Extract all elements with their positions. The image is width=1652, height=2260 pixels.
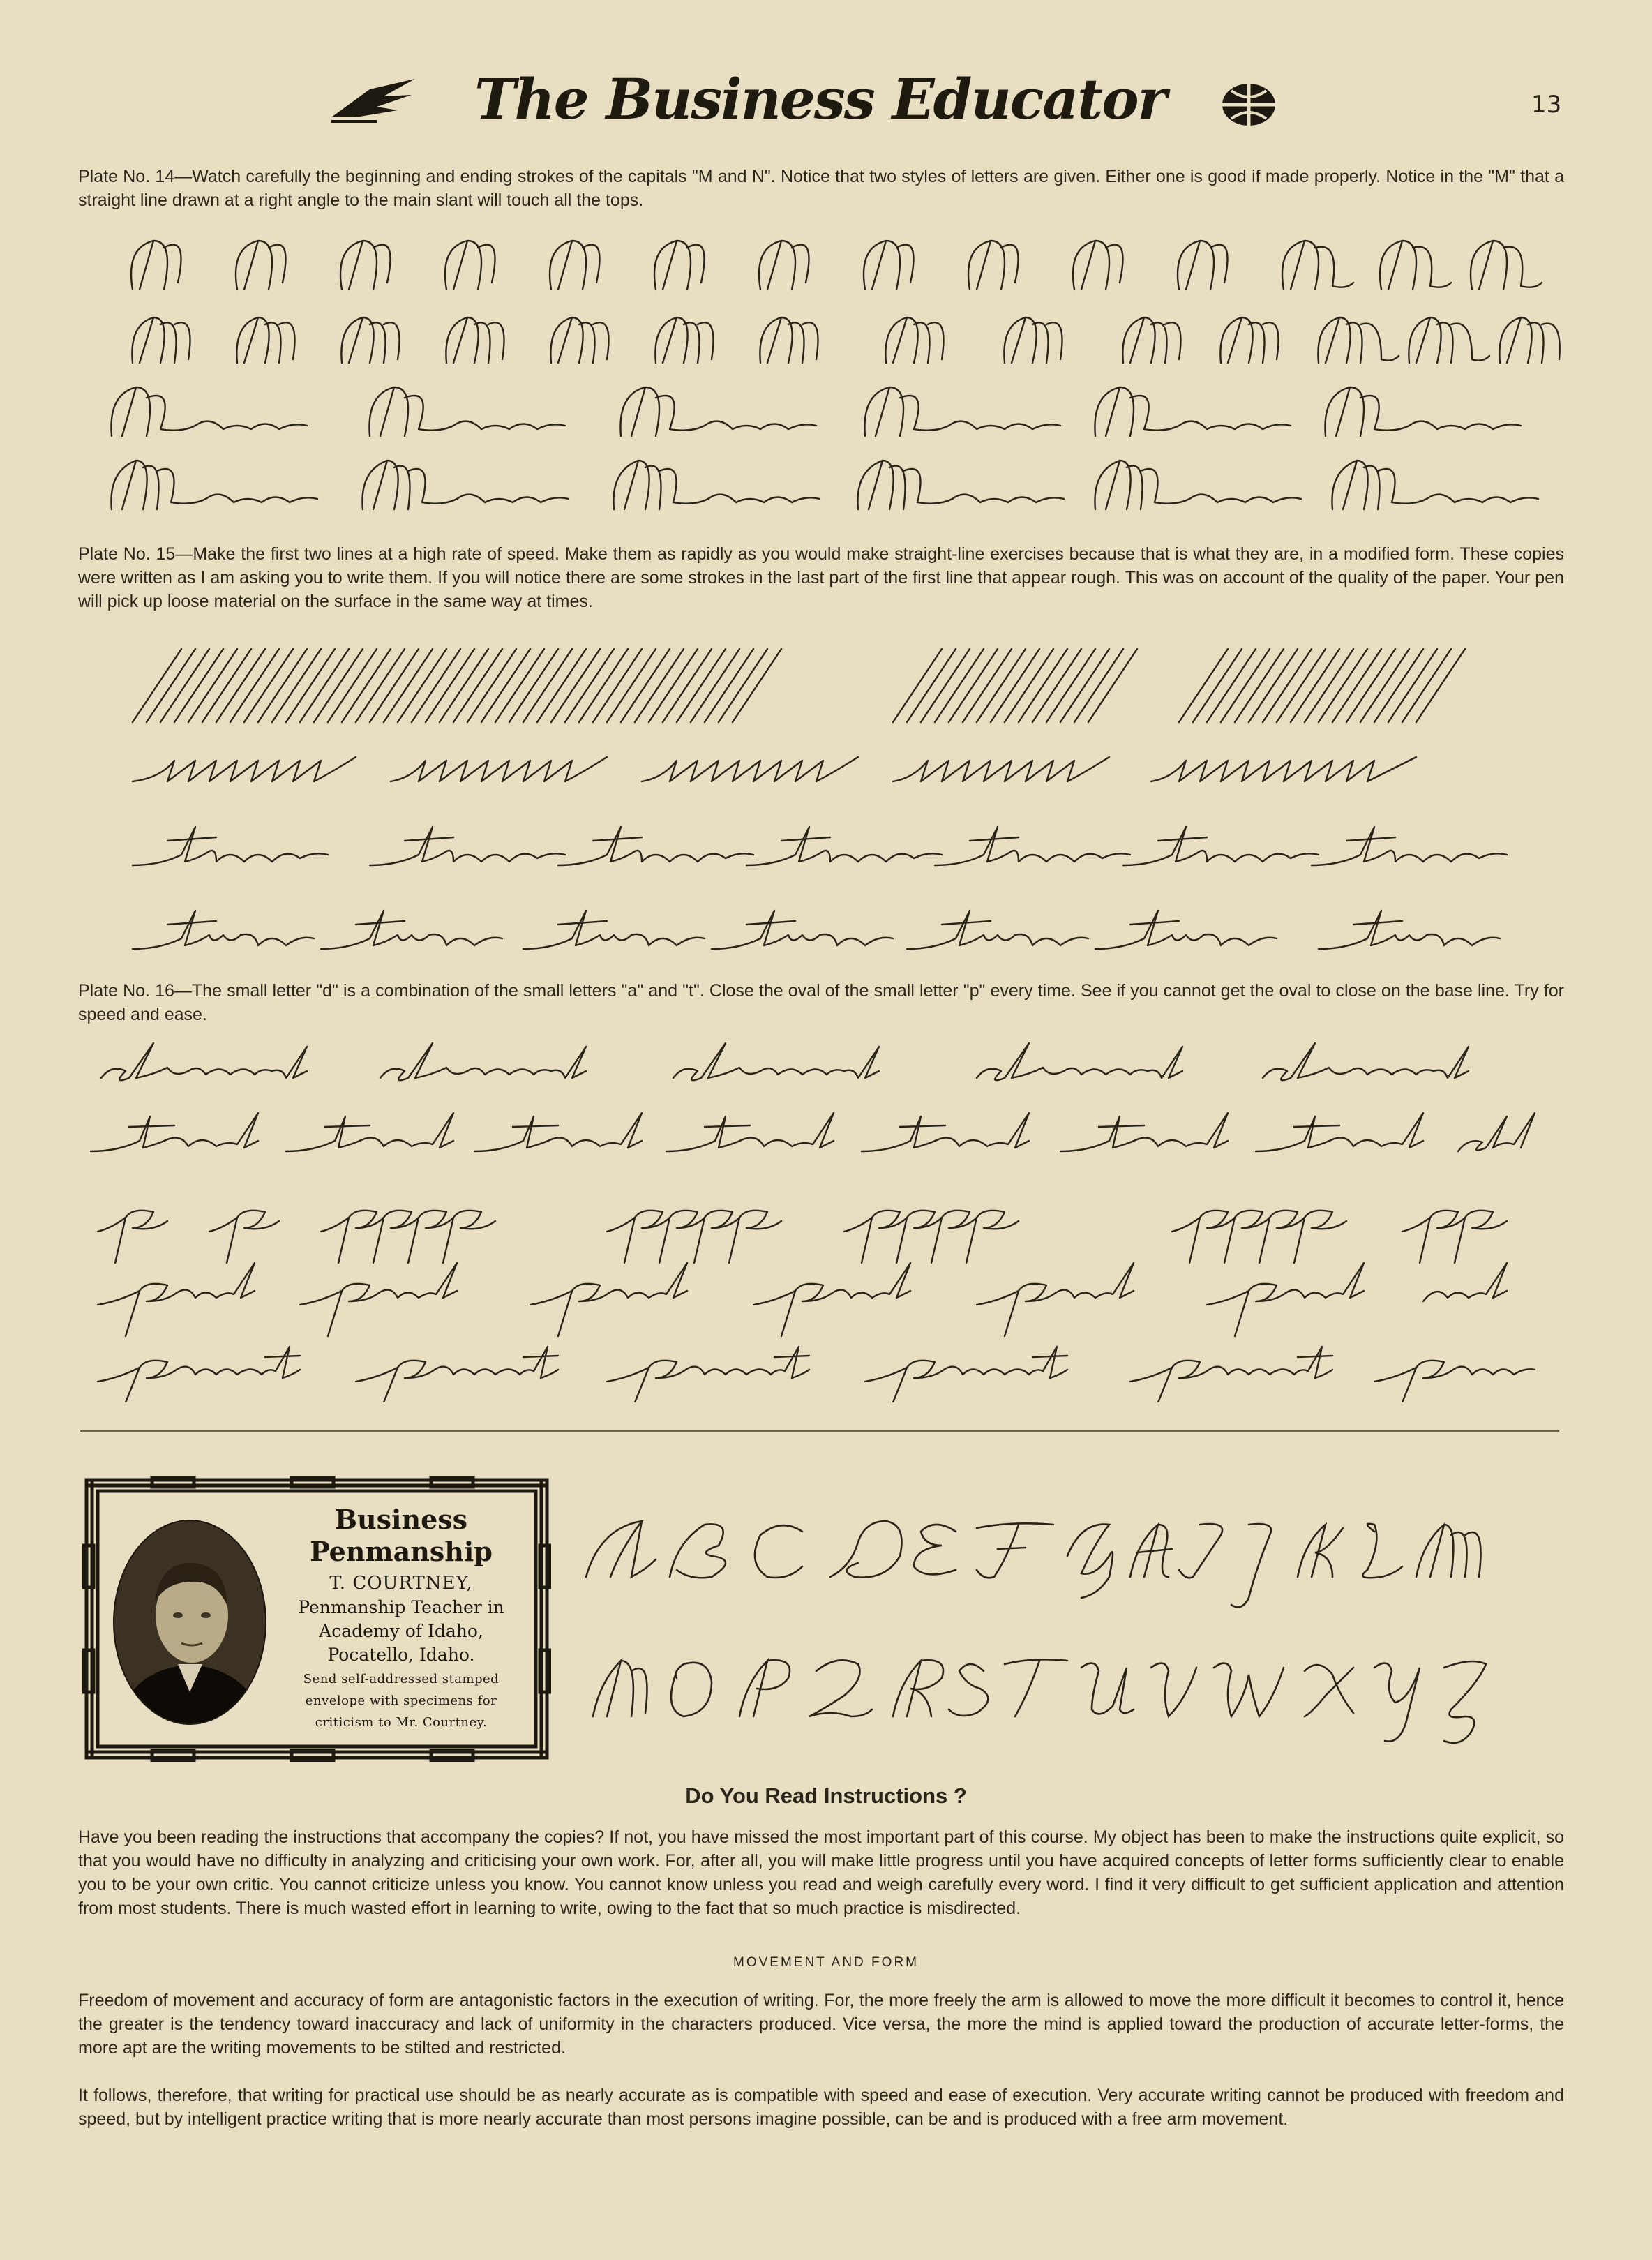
card-title-line1: Business (334, 1504, 468, 1535)
portrait-image (112, 1518, 269, 1727)
word-naive-row (111, 387, 1521, 436)
word-paid-row (98, 1263, 1507, 1336)
letter-p-row (98, 1211, 1507, 1263)
slant-exercise-row-2 (133, 757, 1416, 781)
capital-alphabet-specimen (579, 1500, 1563, 1751)
article-title: Do You Read Instructions ? (685, 1783, 967, 1808)
alphabet-row-1 (586, 1521, 1481, 1607)
card-note-line3: criticism to Mr. Courtney. (315, 1715, 488, 1730)
emblem-icon (1217, 75, 1280, 131)
plate-15-instructions: Plate No. 15—Make the first two lines at a high rate of speed. Make them as rapidly as you would make straight-line exercises because that is what they are, in a modified form. These copies were written as I am asking you to write them. If you will notice there are some strokes in the last part of the first line that appear rough. This was on account of the quality of the paper. Your pen will pick up loose material on the surface in the same way at times. (78, 544, 1564, 611)
card-role-line2: Academy of Idaho, (319, 1621, 483, 1641)
word-tune-row (133, 911, 1500, 949)
card-title-line2: Penmanship (310, 1536, 493, 1567)
plate-16-instructions: Plate No. 16—The small letter "d" is a combination of the small letters "a" and "t". Close the oval of the small letter "p" every time. See if you cannot get the oval to close on the base line. Try for speed and ease. (78, 981, 1564, 1024)
word-time-row (133, 827, 1507, 865)
word-toad-row (91, 1113, 1535, 1151)
section-divider (80, 1430, 1559, 1432)
card-role-line3: Pocatello, Idaho. (327, 1645, 475, 1665)
word-demand-row (101, 1043, 1469, 1080)
capital-n-row (131, 241, 1542, 290)
masthead-title: The Business Educator (474, 66, 1166, 132)
article-subhead: MOVEMENT AND FORM (733, 1955, 919, 1970)
slant-exercise-row-1 (133, 649, 1465, 722)
word-point-row (98, 1347, 1535, 1402)
capital-m-row (132, 317, 1559, 363)
card-note-line2: envelope with specimens for (305, 1693, 497, 1708)
card-name: T. COURTNEY, (329, 1573, 473, 1594)
card-text (272, 1504, 530, 1730)
page-number: 13 (1531, 91, 1562, 119)
article-paragraph-1: Have you been reading the instructions that accompany the copies? If not, you have missed the most important part of this course. My object has been to make the instructions quite explicit, so that you would have no difficulty in analyzing and criticising your own work. For, after all, you will make little progress until you have acquired concepts of letter forms sufficiently clear to enable you to be your own critic. You cannot criticize unless you know. You cannot know unless you read and weigh carefully every word. I find it very difficult to get sufficient application and attention from most students. There is much wasted effort in learning to write, owing to the fact that so much practice is misdirected. (78, 1827, 1564, 1918)
plate-14-instructions: Plate No. 14—Watch carefully the beginning and ending strokes of the capitals "M and N". Notice that two styles of letters are given. Either one is good if made properly. Notice in the "M" that a straight line drawn at a right angle to the main slant will touch all the tops. (78, 167, 1564, 210)
word-maine-row (111, 461, 1538, 509)
alphabet-row-2 (593, 1659, 1486, 1743)
article-paragraph-3: It follows, therefore, that writing for practical use should be as nearly accurate as is compatible with speed and ease of execution. Very accurate writing cannot be produced with freedom and speed, but by intelligent practice writing that is more nearly accurate than most persons imagine possible, can be and is produced with a free arm movement. (78, 2086, 1564, 2129)
plate-15-script-specimen (77, 638, 1570, 966)
article-paragraph-2: Freedom of movement and accuracy of form are antagonistic factors in the execution of writing. For, the more freely the arm is allowed to move the more difficult it becomes to control it, hence the greater is the tendency toward inaccuracy and lack of uniformity in the characters produced. Vice versa, the more the mind is applied toward the production of accurate letter-forms, the more apt are the writing movements to be stilted and restricted. (78, 1991, 1564, 2058)
card-role-line1: Penmanship Teacher in (298, 1597, 504, 1617)
plate-16-script-specimen (77, 1029, 1570, 1402)
card-note-line1: Send self-addressed stamped (303, 1672, 500, 1686)
quill-icon (328, 75, 419, 126)
plate-14-script-specimen (77, 220, 1570, 527)
